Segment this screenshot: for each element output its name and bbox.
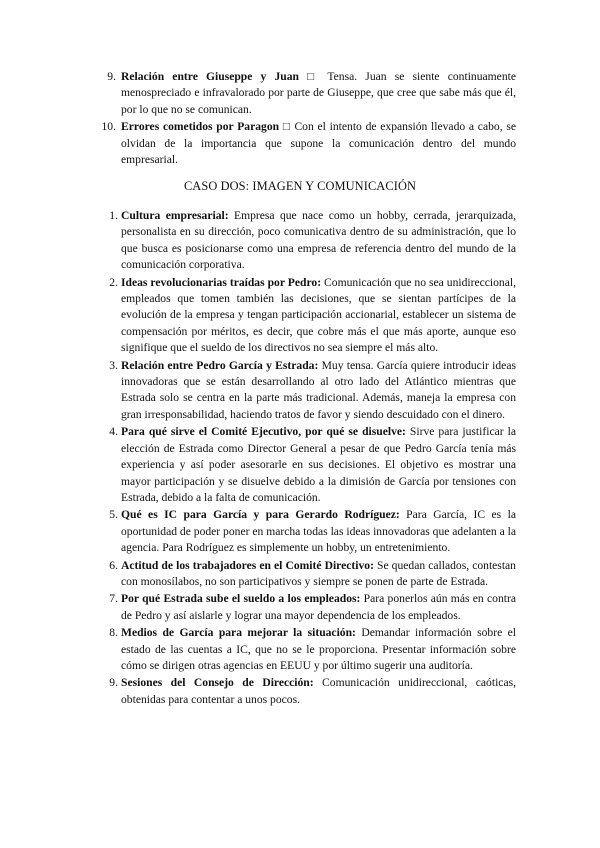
item-title: Por qué Estrada sube el sueldo a los empleados: (121, 592, 361, 606)
item-number: 10. (101, 120, 116, 134)
list-item (96, 558, 516, 591)
item-number: 4. (109, 425, 118, 439)
item-title: Actitud de los trabajadores en el Comité Directivo: (121, 558, 374, 572)
item-text: Se quedan callados, contestan con monosílabos, no son participativos y siempre se ponen de parte de Estrada. (121, 558, 516, 588)
item-title: Sesiones del Consejo de Dirección: (121, 676, 314, 690)
item-number: 7. (109, 592, 118, 606)
item-number: 8. (109, 626, 118, 640)
list-item (96, 69, 516, 118)
list-item (96, 625, 516, 674)
item-title: Qué es IC para García y para Gerardo Rodríguez: (121, 508, 400, 522)
list-item (96, 275, 516, 357)
item-number: 2. (109, 275, 118, 289)
list-item (96, 675, 516, 708)
item-text: Tensa. Juan se siente continuamente menospreciado e infravalorado por parte de Giuseppe, que cree que sabe más que él, por lo que no se comunican. (121, 70, 516, 116)
item-title: Medios de García para mejorar la situación: (121, 626, 356, 640)
item-text: Comunicación unidireccional, caóticas, obtenidas para contentar a unos pocos. (121, 676, 516, 706)
list-item (96, 119, 516, 168)
item-text: Con el intento de expansión llevado a cabo, se olvidan de la importancia que supone la comunicación dentro del mundo empresarial. (121, 120, 517, 167)
item-title: Para qué sirve el Comité Ejecutivo, por qué se disuelve: (121, 425, 406, 439)
item-separator: □ (279, 120, 295, 134)
list-item (96, 591, 516, 624)
item-text: Para García, IC es la oportunidad de poder poner en marcha todas las ideas innovadoras que adelanten a la agencia. Para Rodríguez es simplemente un hobby, un entretenimiento. (121, 508, 517, 555)
item-separator: □ (299, 70, 328, 83)
previous-case-list (96, 69, 516, 169)
item-number: 3. (109, 358, 118, 372)
list-item (96, 208, 516, 274)
item-number: 5. (109, 508, 118, 522)
list-item (96, 507, 516, 556)
item-text: Muy tensa. García quiere introducir ideas innovadoras que se están desarrollando al otro lado del Atlántico mientras que Estrada solo se centra en la parte más tradicional. Además, maneja la empresa con gran irresponsabilidad, haciendo tratos de favor y siendo descuidado con el dinero. (121, 358, 516, 421)
item-number: 6. (109, 558, 118, 572)
item-title: Relación entre Giuseppe y Juan (121, 70, 299, 83)
item-title: Errores cometidos por Paragon (121, 120, 280, 134)
list-item (96, 358, 516, 424)
item-text: Comunicación que no sea unidireccional, empleados que tomen también las decisiones, que se sientan partícipes de la evolución de la empresa y tengan participación accionarial, establecer un sistema de compensación por méritos, es decir, que cobre más el que más aporte, aunque eso signifique que el sueldo de los directivos no sea siempre el más alto. (121, 275, 516, 355)
item-number: 1. (109, 209, 118, 222)
item-text: Empresa que nace como un hobby, cerrada, jerarquizada, personalista en su dirección, poco comunicativa dentro de su administración, que lo que busca es posicionarse como una empresa de referencia dentro del mundo de la comunicación corporativa. (121, 209, 516, 272)
item-number: 9. (107, 70, 116, 83)
item-title: Relación entre Pedro García y Estrada: (121, 358, 319, 372)
item-text: Para ponerlos aún más en contra de Pedro y así aislarle y lograr una mayor dependencia de los empleados. (121, 592, 516, 622)
section-heading: CASO DOS: IMAGEN Y COMUNICACIÓN (183, 179, 417, 193)
item-title: Ideas revolucionarias traídas por Pedro: (121, 275, 322, 289)
item-number: 9. (109, 676, 118, 690)
list-item (96, 424, 516, 506)
item-text: Demandar información sobre el estado de las cuentas a IC, que no se le proporciona. Presentar información sobre cómo se dirigen otras agencias en EEUU y por último sugerir una auditoría. (121, 626, 516, 672)
case-two-list (96, 208, 516, 709)
item-title: Cultura empresarial: (121, 209, 229, 222)
item-text: Sirve para justificar la elección de Estrada como Director General a pesar de que Pedro García tenía más experiencia y así poder asesorarle en sus decisiones. El objetivo es mostrar una mayor participación y se disuelve debido a la dimisión de García por tensiones con Estrada, debido a la falta de comunicación. (121, 425, 516, 504)
